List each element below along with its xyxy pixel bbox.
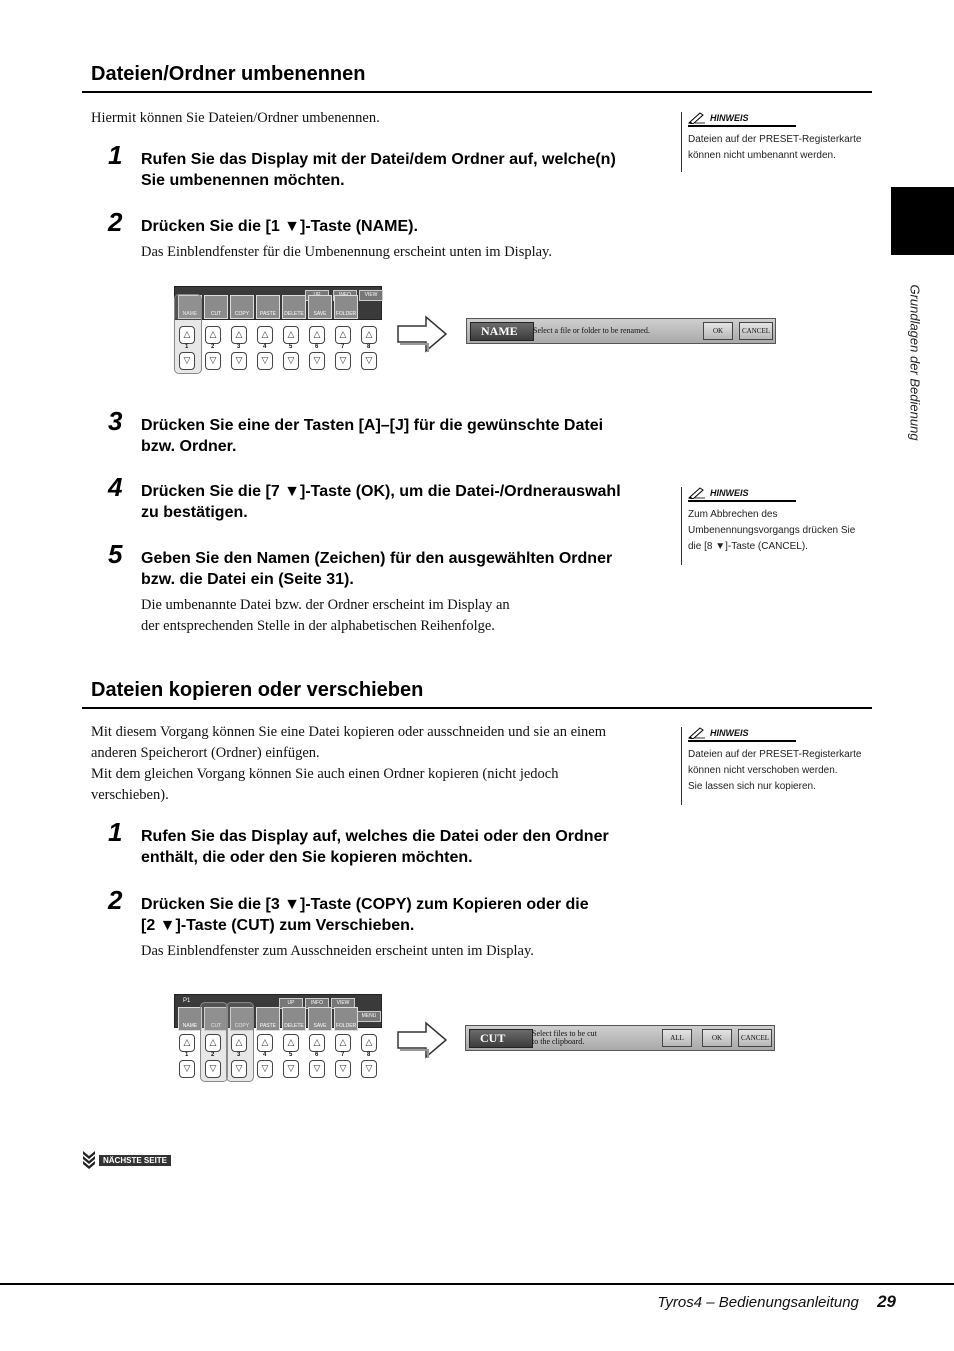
key-number: 1 xyxy=(185,344,189,350)
key-number: 3 xyxy=(237,1052,241,1058)
lcd-top-button: UP xyxy=(279,998,303,1009)
down-key: ▽ xyxy=(283,1060,299,1078)
step-line: Rufen Sie das Display auf, welches die Datei oder den Ordner xyxy=(141,828,609,845)
lcd-button-folder: FOLDER xyxy=(334,295,358,319)
popup-all-button: ALL xyxy=(662,1029,692,1047)
key-number: 2 xyxy=(211,1052,215,1058)
up-key: △ xyxy=(283,326,299,344)
key-number: 6 xyxy=(315,344,319,350)
step-number: 4 xyxy=(108,472,123,502)
step-text xyxy=(141,894,589,936)
step-line: Rufen Sie das Display mit der Datei/dem Ordner auf, welche(n) xyxy=(141,151,616,168)
lcd-button-delete: DELETE xyxy=(282,1007,306,1031)
key-number: 3 xyxy=(237,344,241,350)
key-number: 7 xyxy=(341,1052,345,1058)
section-heading-copy-move: Dateien kopieren oder verschieben xyxy=(91,679,424,701)
lcd-button-cut: CUT xyxy=(204,1007,228,1031)
down-key: ▽ xyxy=(309,1060,325,1078)
next-page-label: NÄCHSTE SEITE xyxy=(99,1155,171,1166)
popup-cancel-button: CANCEL xyxy=(739,322,773,340)
step-line: Sie umbenennen möchten. xyxy=(141,172,345,189)
key-number: 6 xyxy=(315,1052,319,1058)
pencil-icon xyxy=(688,727,706,739)
step-line: enthält, die oder den Sie kopieren möchten. xyxy=(141,849,473,866)
up-key: △ xyxy=(361,326,377,344)
description-line: Die umbenannte Datei bzw. der Ordner erscheint im Display an xyxy=(141,597,510,613)
note-header xyxy=(688,487,796,502)
step-text xyxy=(141,415,603,457)
down-key: ▽ xyxy=(361,1060,377,1078)
up-key: △ xyxy=(283,1034,299,1052)
key-number: 8 xyxy=(367,344,371,350)
note-line: die [8 ▼]-Taste (CANCEL). xyxy=(688,541,808,552)
lcd-top-button: MENU xyxy=(357,1011,381,1022)
footer-title: Tyros4 – Bedienungsanleitung xyxy=(657,1294,859,1311)
step-line: bzw. Ordner. xyxy=(141,438,237,455)
step-line: Drücken Sie die [1 ▼]-Taste (NAME). xyxy=(141,218,418,235)
intro-line: verschieben). xyxy=(91,787,169,803)
key-number: 4 xyxy=(263,1052,267,1058)
note-line: können nicht umbenannt werden. xyxy=(688,150,836,161)
popup-message xyxy=(532,1030,597,1046)
down-key: ▽ xyxy=(309,352,325,370)
step-line: [2 ▼]-Taste (CUT) zum Verschieben. xyxy=(141,917,415,934)
lcd-button-save: SAVE xyxy=(308,1007,332,1031)
up-key: △ xyxy=(231,326,247,344)
step-number: 1 xyxy=(108,140,123,170)
step-text xyxy=(141,826,609,868)
lcd-top-button: VIEW xyxy=(359,290,383,301)
control-panel-illustration xyxy=(172,284,382,374)
up-key: △ xyxy=(309,1034,325,1052)
step-line: zu bestätigen. xyxy=(141,504,248,521)
lcd-button-save: SAVE xyxy=(308,295,332,319)
down-key: ▽ xyxy=(283,352,299,370)
step-text xyxy=(141,481,621,523)
intro-text: Hiermit können Sie Dateien/Ordner umbenennen. xyxy=(91,110,380,126)
description-line: der entsprechenden Stelle in der alphabetischen Reihenfolge. xyxy=(141,618,495,634)
step-line: Drücken Sie eine der Tasten [A]–[J] für die gewünschte Datei xyxy=(141,417,604,434)
note-label: HINWEIS xyxy=(710,488,749,498)
key-number: 1 xyxy=(185,1052,189,1058)
arrow-right-icon xyxy=(396,1020,450,1060)
step-number: 5 xyxy=(108,539,123,569)
chevrons-down-icon xyxy=(82,1150,96,1170)
note-box xyxy=(681,487,868,565)
control-panel-illustration xyxy=(172,992,382,1082)
section-heading-rename: Dateien/Ordner umbenennen xyxy=(91,63,366,85)
up-key: △ xyxy=(257,326,273,344)
step-description: Das Einblendfenster zum Ausschneiden erscheint unten im Display. xyxy=(141,943,534,959)
pencil-icon xyxy=(688,112,706,124)
popup-cancel-button: CANCEL xyxy=(738,1029,772,1047)
intro-line: Mit dem gleichen Vorgang können Sie auch einen Ordner kopieren (nicht jedoch xyxy=(91,766,559,782)
step-line: Drücken Sie die [3 ▼]-Taste (COPY) zum Kopieren oder die xyxy=(141,896,589,913)
footer xyxy=(657,1292,896,1312)
step-line: Geben Sie den Namen (Zeichen) für den ausgewählten Ordner xyxy=(141,550,613,567)
arrow-right-icon xyxy=(396,314,450,354)
down-key: ▽ xyxy=(335,1060,351,1078)
lcd-button-name: NAME xyxy=(178,295,202,319)
section-rule xyxy=(82,707,872,709)
key-number: 8 xyxy=(367,1052,371,1058)
note-header xyxy=(688,112,796,127)
step-description xyxy=(141,595,510,637)
lcd-top-button: VIEW xyxy=(331,998,355,1009)
up-key: △ xyxy=(231,1034,247,1052)
note-line: Umbenennungsvorgangs drücken Sie xyxy=(688,525,856,536)
down-key: ▽ xyxy=(257,1060,273,1078)
page-number: 29 xyxy=(877,1292,896,1311)
step-number: 2 xyxy=(108,207,123,237)
down-key: ▽ xyxy=(231,1060,247,1078)
note-header xyxy=(688,727,796,742)
intro-text xyxy=(91,722,606,806)
intro-line: Mit diesem Vorgang können Sie eine Datei kopieren oder ausschneiden und sie an einem xyxy=(91,724,607,740)
pencil-icon xyxy=(688,487,706,499)
popup-title: NAME xyxy=(470,322,534,341)
step-text xyxy=(141,149,616,191)
lcd-button-delete: DELETE xyxy=(282,295,306,319)
popup-message-line: Select files to be cut xyxy=(532,1029,597,1038)
step-text xyxy=(141,548,612,590)
popup-message: Select a file or folder to be renamed. xyxy=(533,326,650,335)
up-key: △ xyxy=(335,1034,351,1052)
key-number: 7 xyxy=(341,344,345,350)
down-key: ▽ xyxy=(335,352,351,370)
up-key: △ xyxy=(257,1034,273,1052)
key-number: 5 xyxy=(289,1052,293,1058)
key-number: 2 xyxy=(211,344,215,350)
up-key: △ xyxy=(179,326,195,344)
cut-popup xyxy=(465,1025,775,1051)
note-box xyxy=(681,112,868,172)
chapter-tab xyxy=(891,187,954,255)
up-key: △ xyxy=(205,326,221,344)
lcd-button-paste: PASTE xyxy=(256,295,280,319)
note-line: können nicht verschoben werden. xyxy=(688,765,838,776)
key-number: 5 xyxy=(289,344,293,350)
lcd-button-copy: COPY xyxy=(230,295,254,319)
up-key: △ xyxy=(309,326,325,344)
down-key: ▽ xyxy=(231,352,247,370)
popup-ok-button: OK xyxy=(702,1029,732,1047)
note-box xyxy=(681,727,868,805)
rename-popup xyxy=(466,318,776,344)
up-key: △ xyxy=(205,1034,221,1052)
up-key: △ xyxy=(361,1034,377,1052)
down-key: ▽ xyxy=(179,352,195,370)
lcd-button-folder: FOLDER xyxy=(334,1007,358,1031)
step-number: 2 xyxy=(108,885,123,915)
tab-label: P1 xyxy=(183,998,191,1004)
lcd-button-name: NAME xyxy=(178,1007,202,1031)
section-rule xyxy=(82,91,872,93)
up-key: △ xyxy=(335,326,351,344)
intro-line: anderen Speicherort (Ordner) einfügen. xyxy=(91,745,320,761)
footer-rule xyxy=(0,1283,954,1285)
note-line: Zum Abbrechen des xyxy=(688,509,778,520)
down-key: ▽ xyxy=(179,1060,195,1078)
note-line: Dateien auf der PRESET-Registerkarte xyxy=(688,134,862,145)
step-line: Drücken Sie die [7 ▼]-Taste (OK), um die Datei-/Ordnerauswahl xyxy=(141,483,621,500)
lcd-button-paste: PASTE xyxy=(256,1007,280,1031)
popup-message-line: to the clipboard. xyxy=(532,1037,585,1046)
lcd-top-button: INFO xyxy=(305,998,329,1009)
note-label: HINWEIS xyxy=(710,728,749,738)
note-line: Sie lassen sich nur kopieren. xyxy=(688,781,816,792)
popup-ok-button: OK xyxy=(703,322,733,340)
key-number: 4 xyxy=(263,344,267,350)
chapter-label: Grundlagen der Bedienung xyxy=(907,284,923,441)
step-number: 3 xyxy=(108,406,123,436)
popup-title: CUT xyxy=(469,1029,533,1048)
note-label: HINWEIS xyxy=(710,113,749,123)
note-line: Dateien auf der PRESET-Registerkarte xyxy=(688,749,862,760)
lcd-button-cut: CUT xyxy=(204,295,228,319)
lcd-button-copy: COPY xyxy=(230,1007,254,1031)
up-key: △ xyxy=(179,1034,195,1052)
lcd-screen xyxy=(174,286,382,320)
down-key: ▽ xyxy=(205,1060,221,1078)
next-page-marker xyxy=(82,1150,171,1170)
down-key: ▽ xyxy=(257,352,273,370)
down-key: ▽ xyxy=(361,352,377,370)
down-key: ▽ xyxy=(205,352,221,370)
step-line: bzw. die Datei ein (Seite 31). xyxy=(141,571,354,588)
step-description: Das Einblendfenster für die Umbenennung erscheint unten im Display. xyxy=(141,244,552,260)
step-number: 1 xyxy=(108,817,123,847)
